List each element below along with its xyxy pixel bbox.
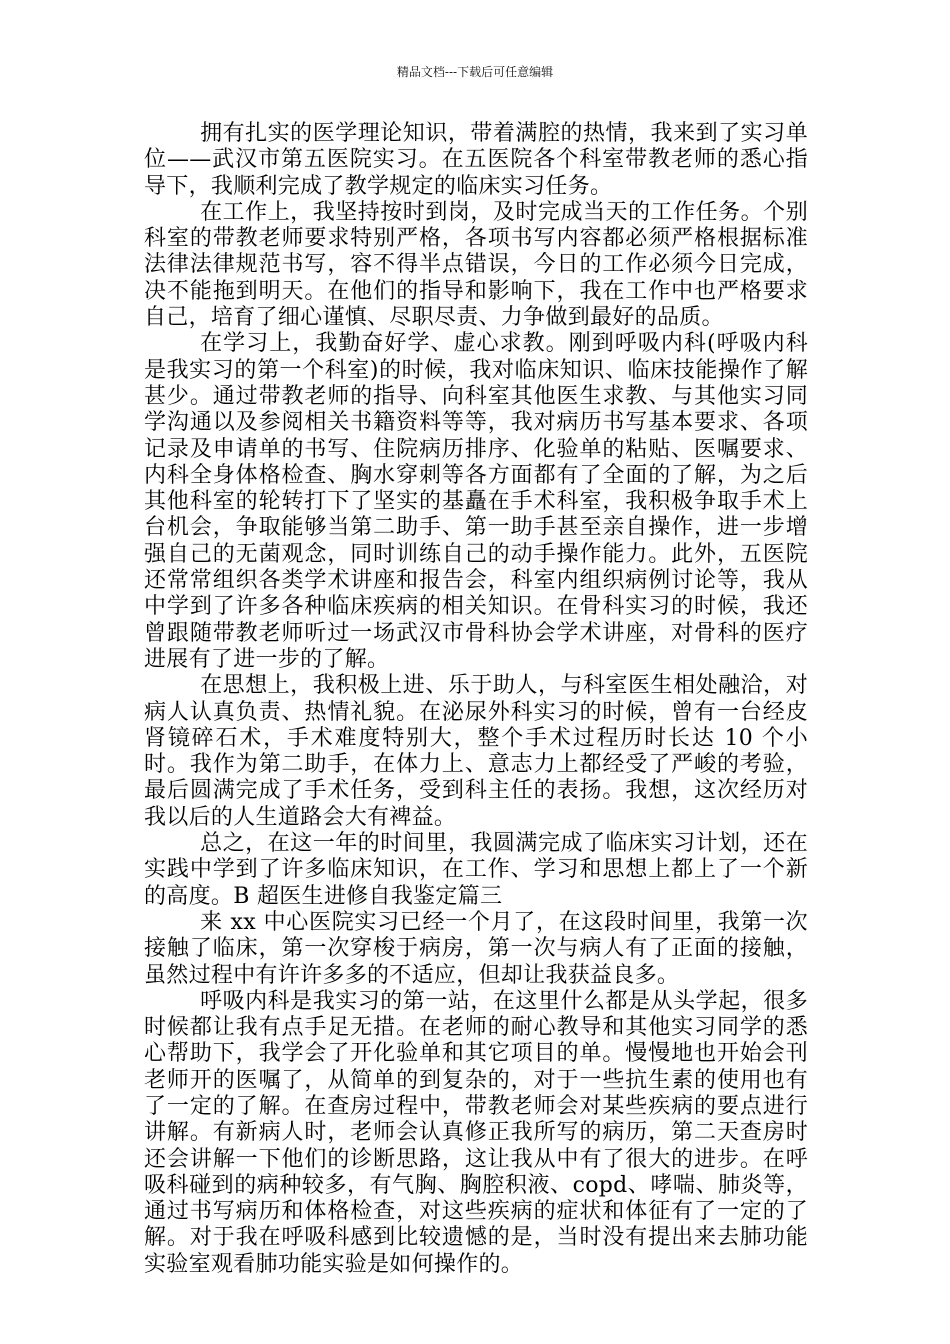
page-header: 精品文档---下载后可任意编辑: [396, 65, 554, 79]
paragraph-respiratory: 呼吸内科是我实习的第一站，在这里什么都是从头学起，很多时候都让我有点手足无措。在老师的耐心教导和其他实习同学的悉心帮助下，我学会了开化验单和其它项目的单。慢慢地也开始会刊老师开的医嘱了，从简单的到复杂的，对于一些抗生素的使用也有了一定的了解。在查房过程中，带教老师会对某些疾病的要点进行讲解。有新病人时，老师会认真修正我所写的病历，第二天查房时还会讲解一下他们的诊断思路，这让我从中有了很大的进步。在呼吸科碰到的病种较多，有气胸、胸腔积液、copd、哮喘、肺炎等，通过书写病历和体格检查，对这些疾病的症状和体征有了一定的了解。对于我在呼吸科感到比较遗憾的是，当时没有提出来去肺功能实验室观看肺功能实验是如何操作的。: [144, 988, 808, 1277]
paragraph-work: 在工作上，我坚持按时到岗，及时完成当天的工作任务。个别科室的带教老师要求特别严格，各项书写内容都必须严格根据标准法律法律规范书写，容不得半点错误，今日的工作必须今日完成，决不能拖到明天。在他们的指导和影响下，我在工作中也严格要求自己，培育了细心谨慎、尽职尽责、力争做到最好的品质。: [144, 199, 808, 331]
paragraph-study: 在学习上，我勤奋好学、虚心求教。刚到呼吸内科(呼吸内科是我实习的第一个科室)的时候，我对临床知识、临床技能操作了解甚少。通过带教老师的指导、向科室其他医生求教、与其他实习同学沟通以及参阅相关书籍资料等等，我对病历书写基本要求、各项记录及申请单的书写、住院病历排序、化验单的粘贴、医嘱要求、内科全身体格检查、胸水穿刺等各方面都有了全面的了解，为之后其他科室的轮转打下了坚实的基矗在手术科室，我积极争取手术上台机会，争取能够当第二助手、第一助手甚至亲自操作，进一步增强自己的无菌观念，同时训练自己的动手操作能力。此外，五医院还常常组织各类学术讲座和报告会，科室内组织病例讨论等，我从中学到了许多各种临床疾病的相关知识。在骨科实习的时候，我还曾跟随带教老师听过一场武汉市骨科协会学术讲座，对骨科的医疗进展有了进一步的了解。: [144, 331, 808, 672]
paragraph-arrival: 来 xx 中心医院实习已经一个月了，在这段时间里，我第一次接触了临床，第一次穿梭于病房，第一次与病人有了正面的接触，虽然过程中有许许多多的不适应，但却让我获益良多。: [144, 909, 808, 988]
paragraph-intro: 拥有扎实的医学理论知识，带着满腔的热情，我来到了实习单位——武汉市第五医院实习。在五医院各个科室带教老师的悉心指导下，我顺利完成了教学规定的临床实习任务。: [144, 121, 808, 199]
document-body: [144, 121, 808, 1278]
paragraph-summary: 总之，在这一年的时间里，我圆满完成了临床实习计划，还在实践中学到了许多临床知识，在工作、学习和思想上都上了一个新的高度。B 超医生进修自我鉴定篇三: [144, 831, 808, 909]
paragraph-thought: 在思想上，我积极上进、乐于助人，与科室医生相处融洽，对病人认真负责、热情礼貌。在泌尿外科实习的时候，曾有一台经皮肾镜碎石术，手术难度特别大，整个手术过程历时长达 10 个小时。我作为第二助手，在体力上、意志力上都经受了严峻的考验，最后圆满完成了手术任务，受到科主任的表扬。我想，这次经历对我以后的人生道路会大有裨益。: [144, 673, 808, 830]
